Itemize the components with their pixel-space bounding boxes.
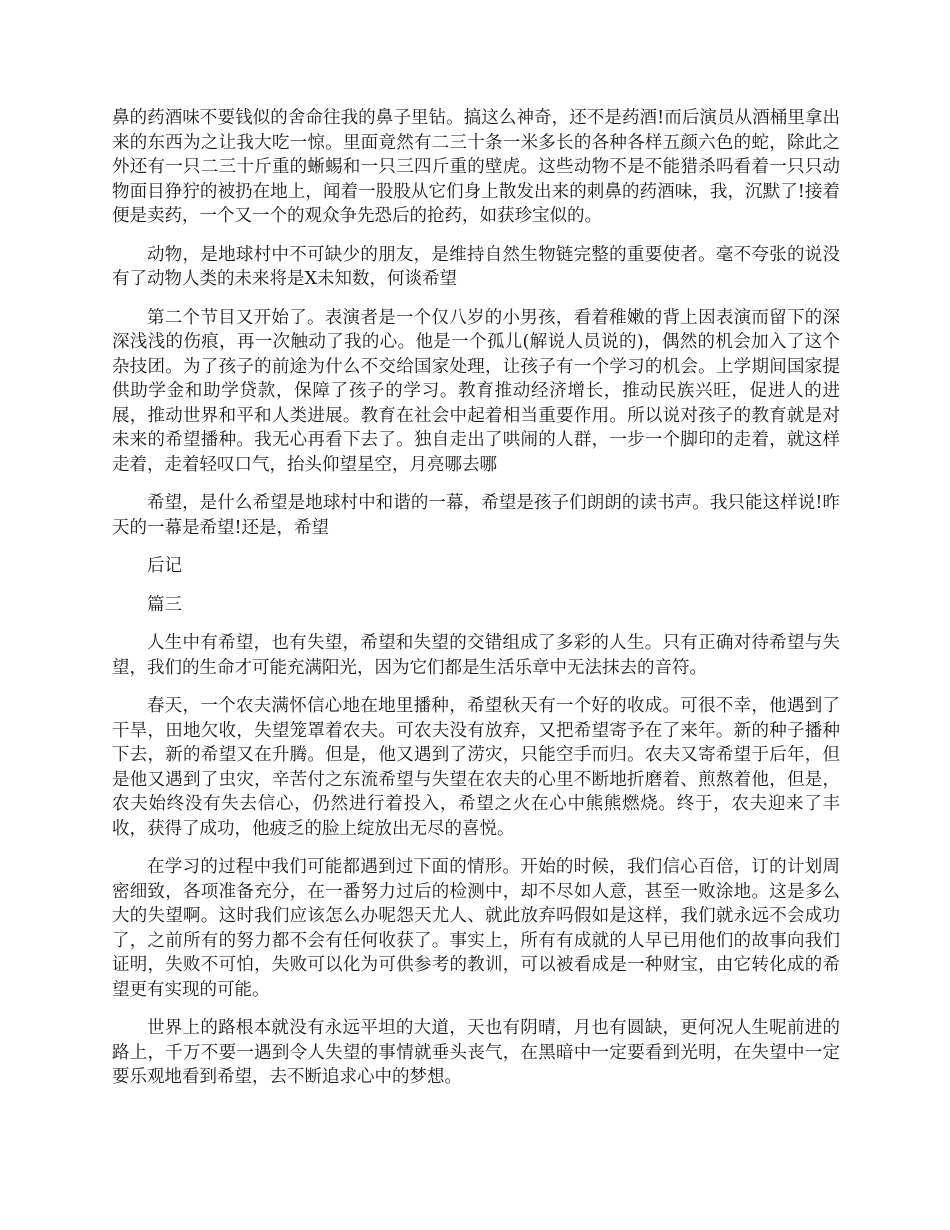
paragraph-animals: 动物，是地球村中不可缺少的朋友，是维持自然生物链完整的重要使者。毫不夸张的说没有了动物人类的未来将是X未知数，何谈希望 (112, 244, 840, 289)
paragraph-farmer: 春天，一个农夫满怀信心地在地里播种，希望秋天有一个好的收成。可很不幸，他遇到了干旱，田地欠收，失望笼罩着农夫。可农夫没有放弃，又把希望寄予在了来年。新的种子播种下去，新的希望又在升腾。但是，他又遇到了涝灾，只能空手而归。农夫又寄希望于后年，但是他又遇到了虫灾，辛苦付之东流希望与失望在农夫的心里不断地折磨着、煎熬着他，但是，农夫始终没有失去信心，仍然进行着投入，希望之火在心中熊熊燃烧。终于，农夫迎来了丰收，获得了成功，他疲乏的脸上绽放出无尽的喜悦。 (112, 696, 840, 839)
paragraph-study: 在学习的过程中我们可能都遇到过下面的情形。开始的时候，我们信心百倍，订的计划周密细致，各项准备充分，在一番努力过后的检测中，却不尽如人意，甚至一败涂地。这是多么大的失望啊。这时我们应该怎么办呢怨天尤人、就此放弃吗假如是这样，我们就永远不会成功了，之前所有的努力都不会有任何收获了。事实上，所有有成就的人早已用他们的故事向我们证明，失败不可怕，失败可以化为可供参考的教训，可以被看成是一种财宝，由它转化成的希望更有实现的可能。 (112, 857, 840, 1000)
heading-postscript: 后记 (147, 556, 182, 576)
paragraph-hope: 希望，是什么希望是地球村中和谐的一幕，希望是孩子们朗朗的读书声。我只能这样说!昨天的一幕是希望!还是，希望 (112, 493, 840, 538)
document-body (112, 106, 840, 1104)
heading-part-three: 篇三 (147, 594, 182, 615)
paragraph-second-act: 第二个节目又开始了。表演者是一个仅八岁的小男孩，看着稚嫩的背上因表演而留下的深深浅浅的伤痕，再一次触动了我的心。他是一个孤儿(解说人员说的)，偶然的机会加入了这个杂技团。为了孩子的前途为什么不交给国家处理，让孩子有一个学习的机会。上学期间国家提供助学金和助学贷款，保障了孩子的学习。教育推动经济增长，推动民族兴旺，促进人的进展，推动世界和平和人类进展。教育在社会中起着相当重要作用。所以说对孩子的教育就是对未来的希望播种。我无心再看下去了。独自走出了哄闹的人群，一步一个脚印的走着，就这样走着，走着轻叹口气，抬头仰望星空，月亮哪去哪 (112, 307, 840, 475)
paragraph-continued: 鼻的药酒味不要钱似的舍命往我的鼻子里钻。搞这么神奇，还不是药酒!而后演员从酒桶里拿出来的东西为之让我大吃一惊。里面竟然有二三十条一米多长的各种各样五颜六色的蛇，除此之外还有一只二三十斤重的蜥蜴和一只三四斤重的壁虎。这些动物不是不能猎杀吗看着一只只动物面目狰狞的被扔在地上，闻着一股股从它们身上散发出来的刺鼻的药酒味，我，沉默了!接着便是卖药，一个又一个的观众争先恐后的抢药，如获珍宝似的。 (112, 108, 840, 226)
paragraph-hope-and-disappointment: 人生中有希望，也有失望，希望和失望的交错组成了多彩的人生。只有正确对待希望与失望，我们的生命才可能充满阳光，因为它们都是生活乐章中无法抹去的音符。 (112, 633, 840, 678)
paragraph-road: 世界上的路根本就没有永远平坦的大道，天也有阴晴，月也有圆缺，更何况人生呢前进的路上，千万不要一遇到令人失望的事情就垂头丧气，在黑暗中一定要看到光明，在失望中一定要乐观地看到希望，去不断追求心中的梦想。 (112, 1018, 840, 1087)
